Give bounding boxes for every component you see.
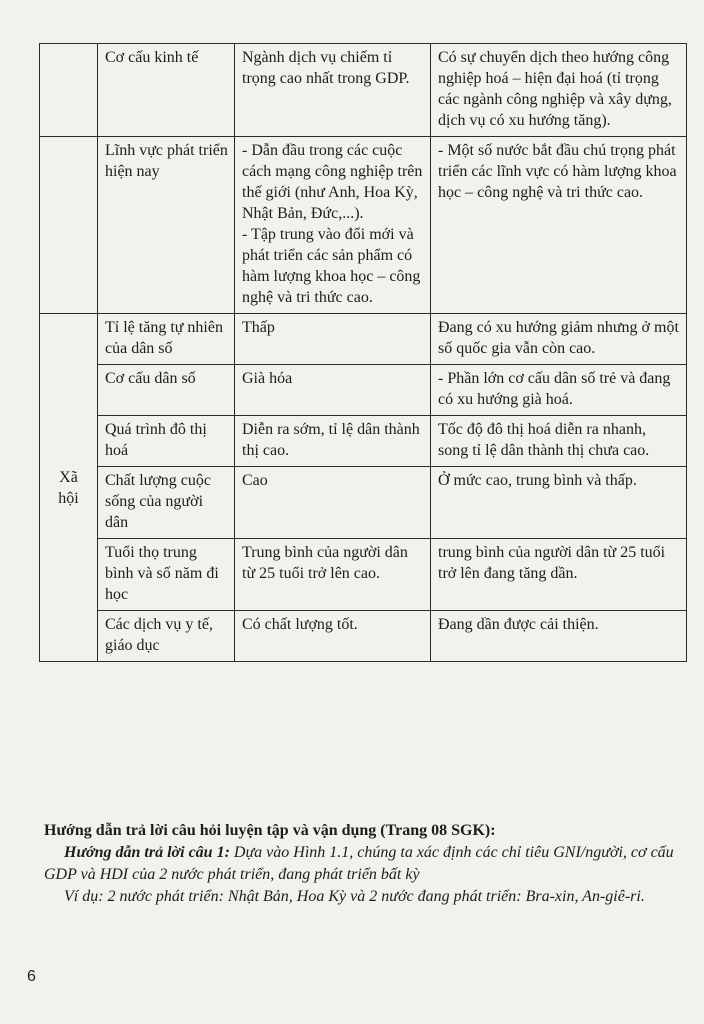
cell-text: Đang có xu hướng giảm nhưng ở một số quốc gia vẫn còn cao.: [438, 319, 679, 357]
criterion-cell: Tuổi thọ trung bình và số năm đi học: [98, 539, 235, 611]
group-label: hội: [58, 489, 79, 507]
group-cell-society: [40, 314, 98, 662]
criterion-cell: Cơ cấu dân số: [98, 365, 235, 416]
table-row: [40, 44, 687, 137]
developing-cell: [431, 44, 687, 137]
developing-cell: [431, 611, 687, 662]
criterion-cell: Tỉ lệ tăng tự nhiên của dân số: [98, 314, 235, 365]
cell-text: Có chất lượng tốt.: [242, 616, 358, 633]
criterion-cell: Quá trình đô thị hoá: [98, 416, 235, 467]
developed-cell: [235, 137, 431, 314]
developed-cell: [235, 416, 431, 467]
developed-cell: [235, 44, 431, 137]
criterion-cell: Các dịch vụ y tế, giáo dục: [98, 611, 235, 662]
developing-cell: [431, 314, 687, 365]
cell-text: Thấp: [242, 319, 275, 336]
table-row: [40, 365, 687, 416]
cell-text: trung bình của người dân từ 25 tuổi trở lên đang tăng dần.: [438, 544, 666, 582]
cell-text: - Phần lớn cơ cấu dân số trẻ và đang có xu hướng già hoá.: [438, 370, 671, 408]
example-paragraph: Ví dụ: 2 nước phát triển: Nhật Bản, Hoa Kỳ và 2 nước đang phát triển: Bra-xin, An-giê-ri.: [64, 888, 645, 905]
cell-text: Trung bình của người dân từ 25 tuổi trở lên cao.: [242, 544, 408, 582]
answer-label: Hướng dẫn trả lời câu 1:: [64, 844, 230, 861]
table-row: [40, 416, 687, 467]
cell-text: Già hóa: [242, 370, 293, 387]
cell-text: Có sự chuyển dịch theo hướng công nghiệp hoá – hiện đại hoá (tỉ trọng các ngành công nghiệp và xây dựng, dịch vụ có xu hướng tăng).: [438, 49, 672, 129]
cell-text: - Một số nước bắt đầu chú trọng phát triển các lĩnh vực có hàm lượng khoa học – công nghệ và tri thức cao.: [438, 142, 677, 201]
cell-text: - Dẫn đầu trong các cuộc cách mạng công nghiệp trên thế giới (như Anh, Hoa Kỳ, Nhật Bản, Đức,...).: [242, 142, 423, 222]
cell-text: Diễn ra sớm, tỉ lệ dân thành thị cao.: [242, 421, 420, 459]
section-heading: Hướng dẫn trả lời câu hỏi luyện tập và vận dụng (Trang 08 SGK):: [44, 822, 496, 839]
page-number: 6: [27, 968, 36, 985]
developed-cell: [235, 611, 431, 662]
criterion-cell: Chất lượng cuộc sống của người dân: [98, 467, 235, 539]
developing-cell: [431, 467, 687, 539]
practice-section: [44, 816, 684, 908]
group-label: Xã: [59, 468, 78, 486]
answer-text: Dựa vào Hình 1.1, chúng ta xác định các chỉ tiêu GNI/người, cơ cấu GDP và HDI của 2 nước phát triển, đang phát triển bất kỳ: [44, 844, 674, 883]
table-row: [40, 467, 687, 539]
criterion-cell: Cơ cấu kinh tế: [98, 44, 235, 137]
table-row: [40, 137, 687, 314]
cell-text: Cao: [242, 472, 268, 489]
developed-cell: [235, 467, 431, 539]
developed-cell: [235, 365, 431, 416]
developed-cell: [235, 539, 431, 611]
comparison-table: [39, 43, 687, 662]
developing-cell: [431, 137, 687, 314]
developing-cell: [431, 416, 687, 467]
answer-paragraph: [44, 842, 684, 886]
cell-text: Ở mức cao, trung bình và thấp.: [438, 472, 637, 489]
cell-text: - Tập trung vào đổi mới và phát triển các sản phẩm có hàm lượng khoa học – công nghệ và tri thức cao.: [242, 226, 421, 306]
cell-text: Đang dần được cải thiện.: [438, 616, 599, 633]
table-row: [40, 539, 687, 611]
group-cell-economy: [40, 137, 98, 314]
developed-cell: [235, 314, 431, 365]
group-cell-economy: [40, 44, 98, 137]
developing-cell: [431, 365, 687, 416]
criterion-cell: Lĩnh vực phát triển hiện nay: [98, 137, 235, 314]
cell-text: Ngành dịch vụ chiếm tỉ trọng cao nhất trong GDP.: [242, 49, 410, 87]
table-row: [40, 611, 687, 662]
developing-cell: [431, 539, 687, 611]
table-row: [40, 314, 687, 365]
cell-text: Tốc độ đô thị hoá diễn ra nhanh, song tỉ lệ dân thành thị chưa cao.: [438, 421, 650, 459]
